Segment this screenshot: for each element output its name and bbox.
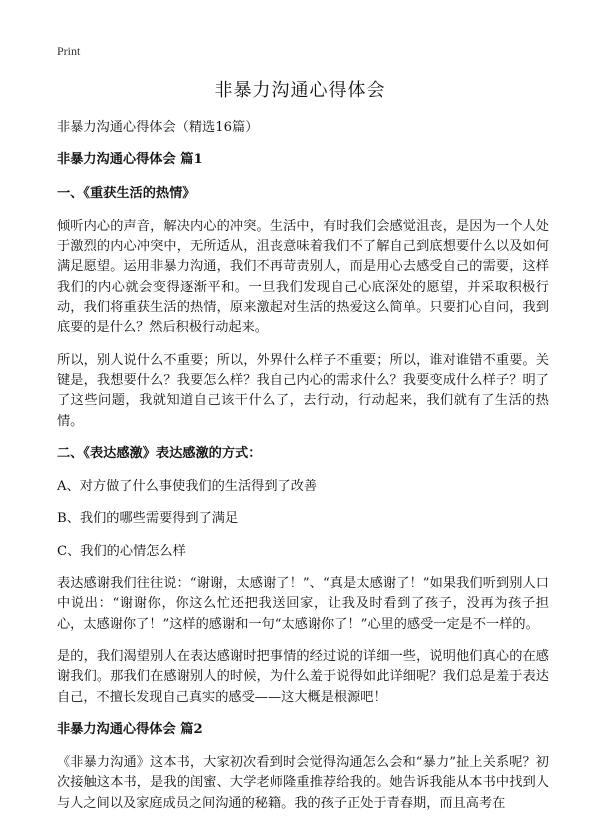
section2-paragraph-1: 《非暴力沟通》这本书，大家初次看到时会觉得沟通怎么会和“暴力”扯上关系呢？初次接触这本书，是我的闺蜜、大学老师隆重推荐给我的。她告诉我能从本书中找到人与人之间以及家庭成员之间沟通的秘籍。我的孩子正处于青春期，而且高考在 bbox=[57, 755, 549, 811]
section-title-2: 非暴力沟通心得体会 篇2 bbox=[57, 721, 203, 737]
section1-paragraph-4: 是的，我们渴望别人在表达感谢时把事情的经过说的详细一些，说明他们真心的在感谢我们。那我们在感谢别人的时候，为什么羞于说得如此详细呢？我们总是羞于表达自己，不擅长发现自己真实的感受——这大概是根源吧！ bbox=[57, 648, 549, 705]
section1-paragraph-1: 倾听内心的声音，解决内心的冲突。生活中，有时我们会感觉沮丧，是因为一个人处于激烈的内心冲突中，无所适从，沮丧意味着我们不了解自己到底想要什么以及如何满足愿望。运用非暴力沟通，我们不再苛责别人，而是用心去感受自己的需要，这样我们的内心就会变得逐渐平和。一旦我们发现自己心底深处的愿望，并采取积极行动，我们将重获生活的热情，原来激起对生活的热爱这么简单。只要扪心自问，我到底要的是什么？然后积极行动起来。 bbox=[57, 218, 549, 336]
section1-heading-1: 一、《重获生活的热情》 bbox=[57, 185, 196, 201]
list-item-a: A、对方做了什么事使我们的生活得到了改善 bbox=[57, 479, 318, 495]
section-title-1: 非暴力沟通心得体会 篇1 bbox=[57, 152, 203, 168]
list-item-c: C、我们的心情怎么样 bbox=[57, 543, 186, 559]
section1-heading-2: 二、《表达感激》表达感激的方式： bbox=[57, 445, 262, 461]
document-subtitle: 非暴力沟通心得体会（精选16篇） bbox=[57, 120, 259, 135]
section1-paragraph-3: 表达感谢我们往往说：“谢谢，太感谢了！”、“真是太感谢了！”如果我们听到别人口中说出：“谢谢你，你这么忙还把我送回家，让我及时看到了孩子，没再为孩子担心，太感谢你了！”这样的感谢和一句“太感谢你了！”心里的感受一定是不一样的。 bbox=[57, 576, 549, 632]
section1-paragraph-2: 所以，别人说什么不重要；所以，外界什么样子不重要；所以，谁对谁错不重要。关键是，我想要什么？我要怎么样？我自己内心的需求什么？我要变成什么样子？明了了这些问题，我就知道自己该干什么了，去行动，行动起来，我们就有了生活的热情。 bbox=[57, 352, 549, 429]
document-title: 非暴力沟通心得体会 bbox=[214, 80, 386, 101]
list-item-b: B、我们的哪些需要得到了满足 bbox=[57, 511, 239, 527]
document-body bbox=[57, 118, 549, 826]
print-label[interactable]: Print bbox=[57, 44, 81, 58]
